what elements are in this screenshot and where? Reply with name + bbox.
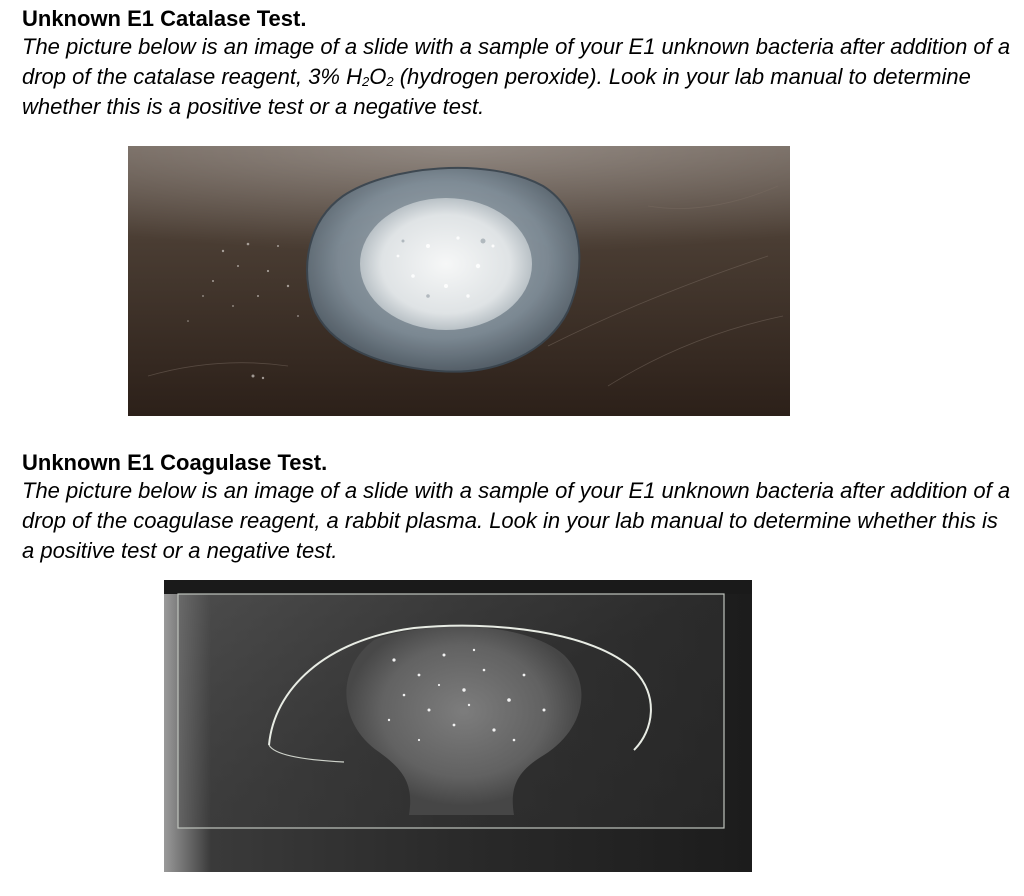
coagulase-heading: Unknown E1 Coagulase Test. <box>22 450 328 475</box>
catalase-description: The picture below is an image of a slide with a sample of your E1 unknown bacteria after addition of a drop of the catalase reagent, 3% $H_2O_2$ (hydrogen peroxide). Look in your lab manual to determine whether this is a positive test or a negative test. <box>22 34 1011 119</box>
catalase-section <box>22 6 1012 122</box>
coagulase-section <box>22 450 1012 566</box>
catalase-slide-photo <box>128 146 790 416</box>
catalase-heading: Unknown E1 Catalase Test. <box>22 6 307 31</box>
coagulase-slide-photo <box>164 580 752 872</box>
coagulase-description: The picture below is an image of a slide with a sample of your E1 unknown bacteria after addition of a drop of the coagulase reagent, a rabbit plasma. Look in your lab manual to determine whether this is a positive test or a negative test. <box>22 478 1011 563</box>
